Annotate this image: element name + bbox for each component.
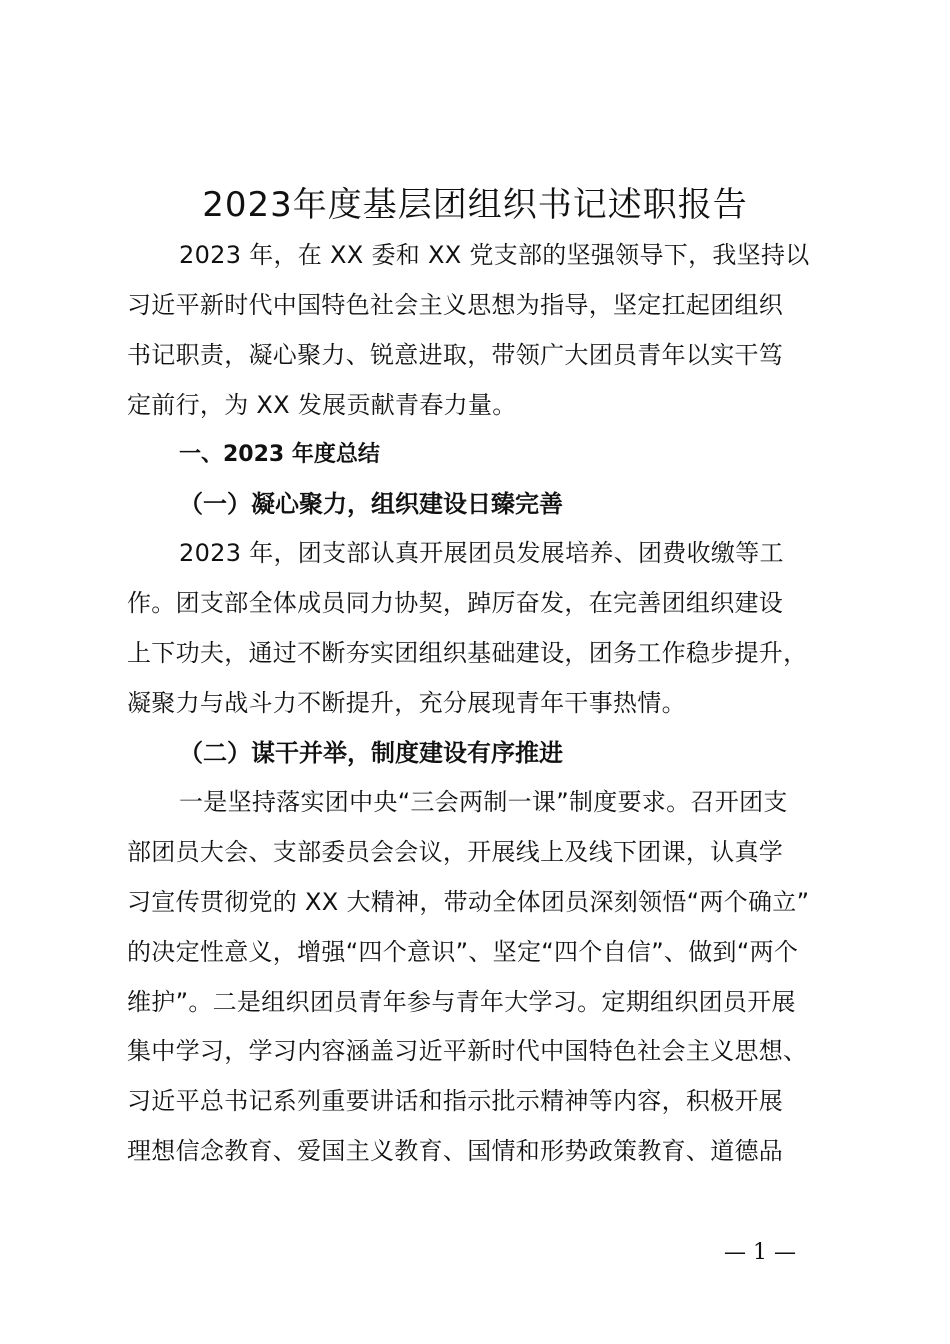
- paragraph-line: 习近平新时代中国特色社会主义思想为指导，坚定扛起团组织: [127, 291, 784, 319]
- paragraph-line: 作。团支部全体成员同力协契，踔厉奋发，在完善团组织建设: [127, 589, 784, 617]
- paragraph-line: 2023 年，团支部认真开展团员发展培养、团费收缴等工: [179, 539, 784, 567]
- paragraph-line: 书记职责，凝心聚力、锐意进取，带领广大团员青年以实干笃: [127, 341, 784, 369]
- paragraph-line: 的决定性意义，增强“四个意识”、坚定“四个自信”、做到“两个: [127, 938, 799, 966]
- paragraph-line: 定前行，为 XX 发展贡献青春力量。: [127, 391, 517, 419]
- page-number: — 1 —: [724, 1240, 796, 1265]
- section-heading: 一、2023 年度总结: [179, 442, 380, 467]
- paragraph-line: 部团员大会、支部委员会会议，开展线上及线下团课，认真学: [127, 838, 784, 866]
- paragraph-line: 维护”。二是组织团员青年参与青年大学习。定期组织团员开展: [127, 988, 796, 1016]
- paragraph-line: 一是坚持落实团中央“三会两制一课”制度要求。召开团支: [179, 788, 788, 816]
- paragraph-line: 理想信念教育、爱国主义教育、国情和形势政策教育、道德品: [127, 1137, 784, 1165]
- subsection-heading: （一）凝心聚力，组织建设日臻完善: [179, 490, 563, 518]
- paragraph-line: 2023 年，在 XX 委和 XX 党支部的坚强领导下，我坚持以: [179, 241, 810, 269]
- paragraph-line: 上下功夫，通过不断夯实团组织基础建设，团务工作稳步提升，: [127, 639, 808, 667]
- document-title: 2023年度基层团组织书记述职报告: [202, 185, 748, 225]
- subsection-heading: （二）谋干并举，制度建设有序推进: [179, 739, 563, 767]
- paragraph-line: 习宣传贯彻党的 XX 大精神，带动全体团员深刻领悟“两个确立”: [127, 888, 810, 916]
- paragraph-line: 集中学习，学习内容涵盖习近平新时代中国特色社会主义思想、: [127, 1037, 808, 1065]
- paragraph-line: 习近平总书记系列重要讲话和指示批示精神等内容，积极开展: [127, 1087, 784, 1115]
- paragraph-line: 凝聚力与战斗力不断提升，充分展现青年干事热情。: [127, 689, 686, 717]
